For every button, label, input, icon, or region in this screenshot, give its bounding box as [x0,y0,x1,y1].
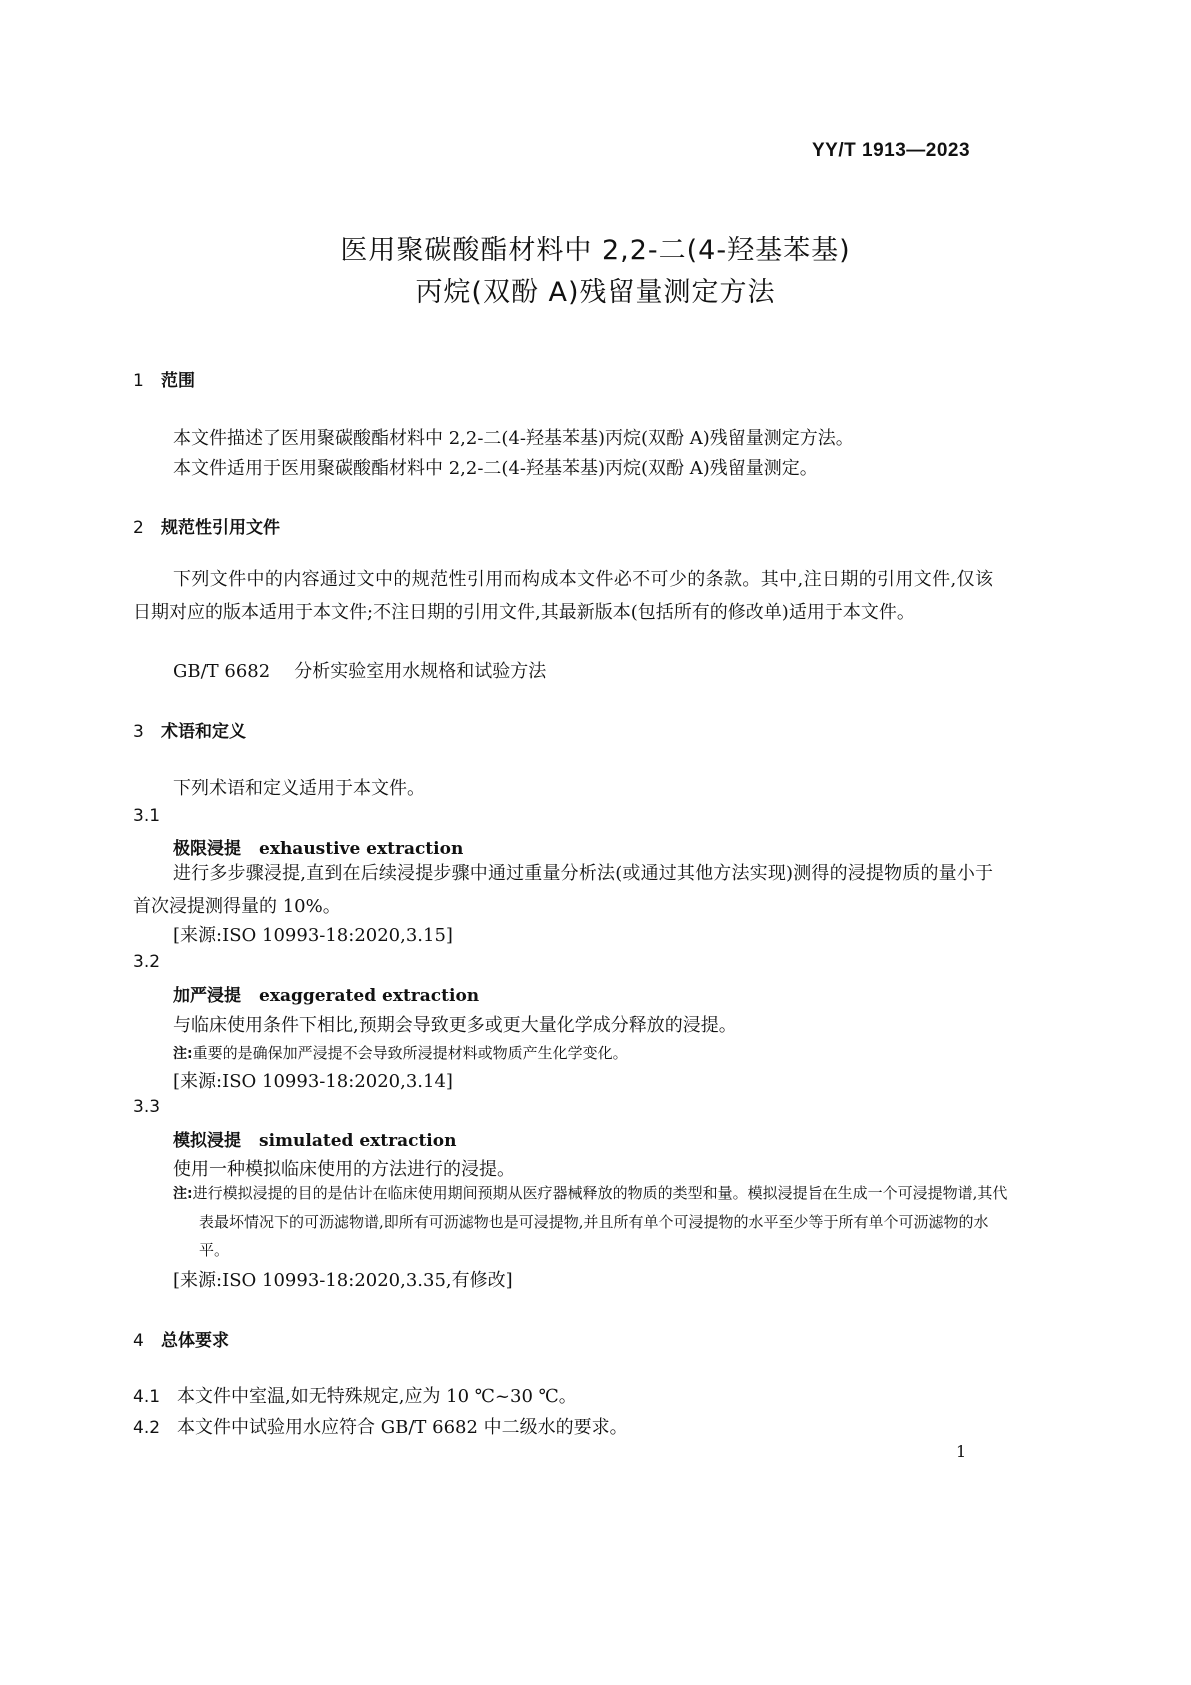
term-en: simulated extraction [259,1131,457,1151]
section-title: 规范性引用文件 [161,518,280,538]
term-zh: 模拟浸提 [173,1131,241,1151]
term-en: exaggerated extraction [259,986,480,1006]
term-number: 3.3 [133,1097,161,1117]
note-label: 注: [173,1046,193,1062]
term-heading [173,981,479,1006]
term-zh: 极限浸提 [173,839,241,859]
term-heading [173,1126,456,1151]
reference-title: 分析实验室用水规格和试验方法 [294,661,547,682]
reference-entry [173,657,546,683]
terms-intro: 下列术语和定义适用于本文件。 [173,778,425,799]
section-number: 4 [133,1331,144,1351]
requirement-number: 4.1 [133,1387,161,1407]
requirement-text: 本文件中试验用水应符合 GB/T 6682 中二级水的要求。 [177,1417,628,1438]
document-title-line-2: 丙烷(双酚 A)残留量测定方法 [415,277,776,308]
requirement-item [133,1413,628,1439]
term-definition: 使用一种模拟临床使用的方法进行的浸提。 [173,1159,515,1180]
section-2-heading [133,513,280,538]
scope-paragraph-1: 本文件描述了医用聚碳酸酯材料中 2,2-二(4-羟基苯基)丙烷(双酚 A)残留量测定方法。 [173,428,854,449]
term-number: 3.2 [133,952,161,972]
note-label: 注: [173,1186,193,1202]
page-number: 1 [956,1442,967,1461]
section-1-heading [133,366,195,391]
document-title-line-1: 医用聚碳酸酯材料中 2,2-二(4-羟基苯基) [340,235,851,266]
section-4-heading [133,1326,229,1351]
section-3-heading [133,717,246,742]
section-title: 范围 [161,371,195,391]
term-number: 3.1 [133,806,161,826]
scope-paragraph-2: 本文件适用于医用聚碳酸酯材料中 2,2-二(4-羟基苯基)丙烷(双酚 A)残留量测定。 [173,458,818,479]
normative-references-paragraph: 下列文件中的内容通过文中的规范性引用而构成本文件必不可少的条款。其中,注日期的引用文件,仅该日期对应的版本适用于本文件;不注日期的引用文件,其最新版本(包括所有的修改单)适用于本文件。 [133,569,993,623]
term-note [173,1042,628,1063]
term-heading [173,834,463,859]
term-source: [来源:ISO 10993-18:2020,3.35,有修改] [173,1270,513,1291]
term-zh: 加严浸提 [173,986,241,1006]
section-title: 术语和定义 [161,722,246,742]
requirement-number: 4.2 [133,1418,161,1438]
section-number: 1 [133,371,144,391]
section-title: 总体要求 [161,1331,229,1351]
term-definition: 与临床使用条件下相比,预期会导致更多或更大量化学成分释放的浸提。 [173,1015,737,1036]
section-number: 2 [133,518,144,538]
reference-code: GB/T 6682 [173,661,271,682]
note-text: 重要的是确保加严浸提不会导致所浸提材料或物质产生化学变化。 [192,1044,628,1062]
term-note [173,1179,1017,1264]
term-source: [来源:ISO 10993-18:2020,3.15] [173,925,453,946]
term-en: exhaustive extraction [259,839,464,859]
term-source: [来源:ISO 10993-18:2020,3.14] [173,1071,453,1092]
note-text: 进行模拟浸提的目的是估计在临床使用期间预期从医疗器械释放的物质的类型和量。模拟浸提旨在生成一个可浸提物谱,其代表最坏情况下的可沥滤物谱,即所有可沥滤物也是可浸提物,并且所有单个可浸提物的水平至少等于所有单个可沥滤物的水平。 [192,1184,1008,1259]
term-definition: 进行多步骤浸提,直到在后续浸提步骤中通过重量分析法(或通过其他方法实现)测得的浸提物质的量小于首次浸提测得量的 10%。 [133,863,993,917]
requirement-item [133,1382,577,1408]
requirement-text: 本文件中室温,如无特殊规定,应为 10 ℃~30 ℃。 [177,1386,577,1407]
standard-code: YY/T 1913—2023 [812,140,971,161]
section-number: 3 [133,722,144,742]
